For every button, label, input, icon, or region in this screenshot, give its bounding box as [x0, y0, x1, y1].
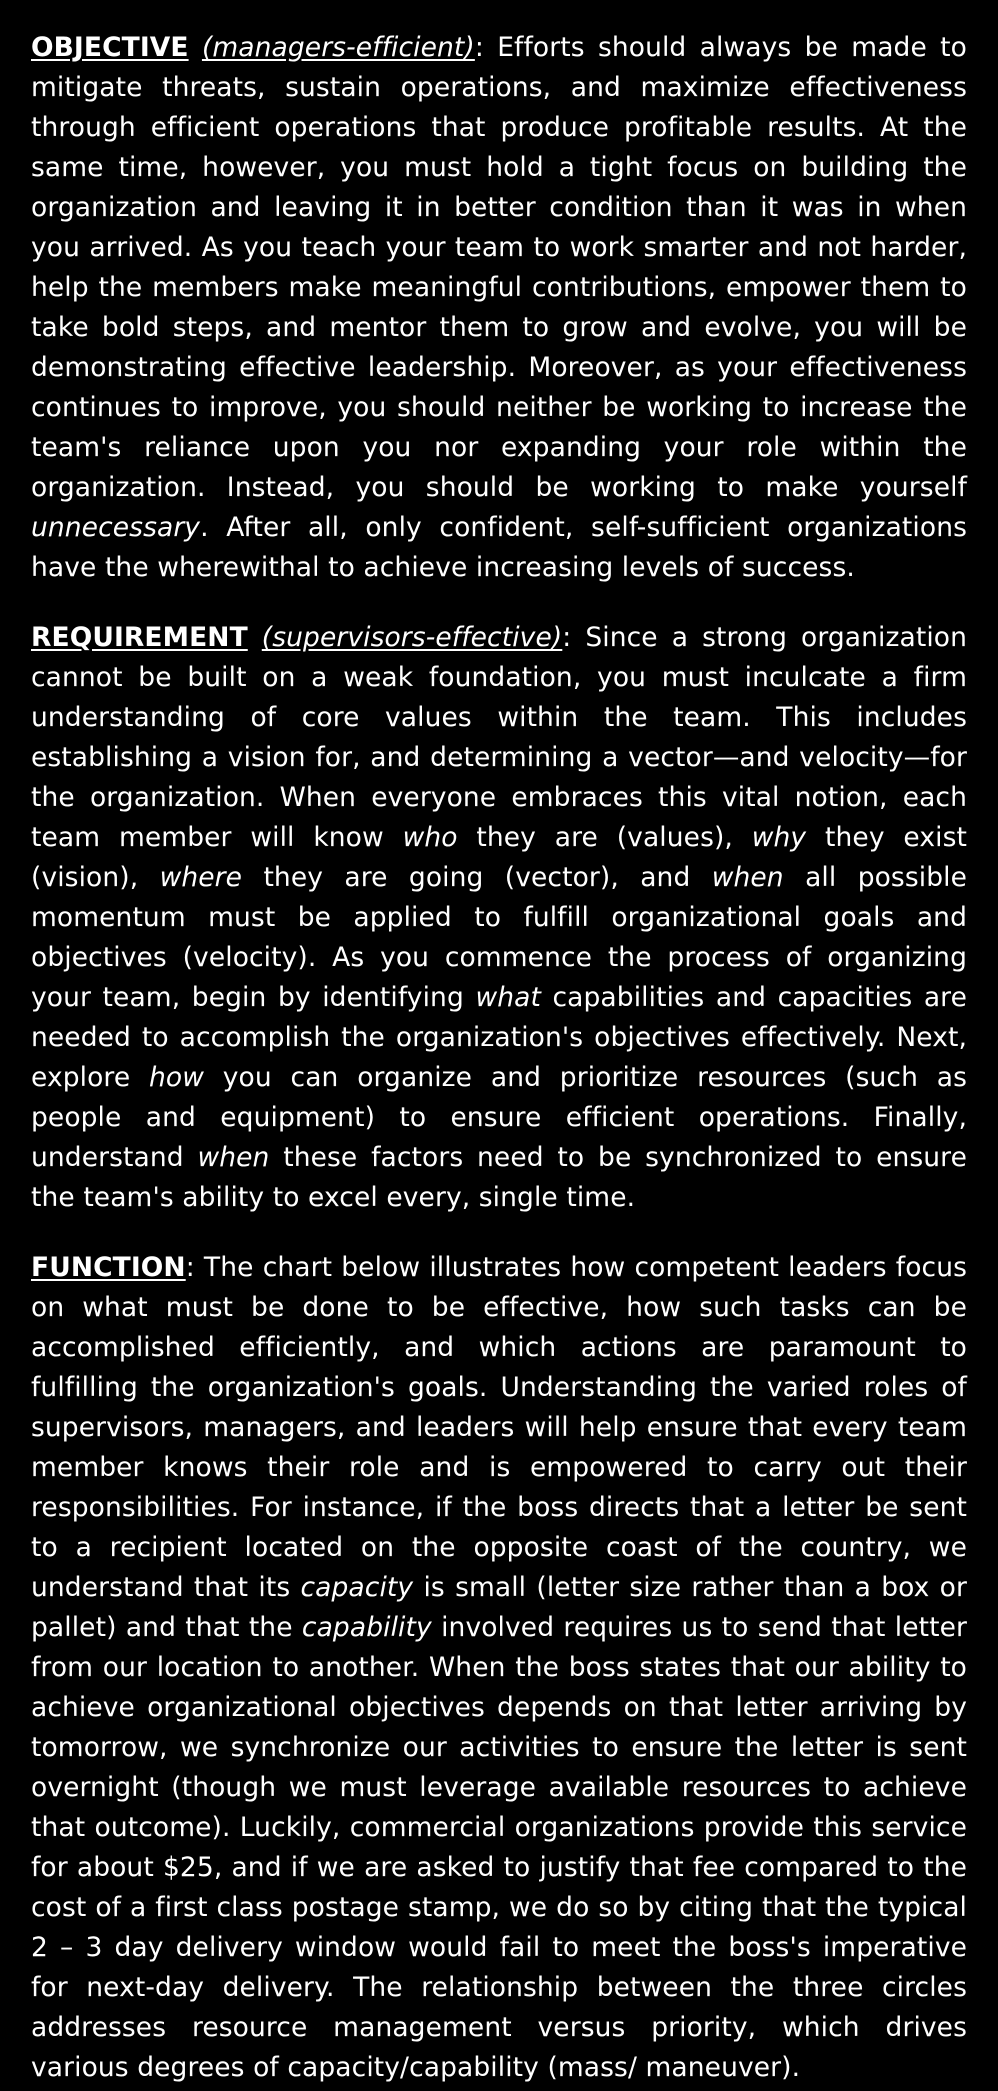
function-emphasis-capacity: capacity — [300, 1572, 414, 1603]
requirement-paragraph — [31, 618, 967, 1218]
requirement-emphasis-how: how — [149, 1062, 204, 1093]
requirement-text-7: you can organize and prioritize resources (such as people and equipment) to ensure efficient operations. Finally, understand — [31, 1062, 967, 1173]
function-text-3: involved requires us to send that letter from our location to another. When the boss states that our ability to achieve organizational objectives depends on that letter arriving by tomorrow, we synchronize our activities to ensure the letter is sent overnight (though we must leverage available resources to achieve that outcome). Luckily, commercial organizations provide this service for about $25, and if we are asked to justify that fee compared to the cost of a first class postage stamp, we do so by citing that the typical 2 – 3 day delivery window would fail to meet the boss's imperative for next-day delivery. The relationship between the three circles addresses resource management versus priority, which drives various degrees of capacity/capability (mass/ maneuver). — [31, 1612, 967, 2083]
requirement-text-4: they are going (vector), and — [242, 862, 712, 893]
objective-text-2: . After all, only confident, self-sufficient organizations have the wherewithal to achieve increasing levels of success. — [31, 512, 967, 583]
objective-heading: OBJECTIVE — [31, 32, 189, 63]
requirement-emphasis-when-2: when — [197, 1142, 270, 1173]
objective-separator: : — [474, 32, 484, 63]
requirement-text-2: they are (values), — [457, 822, 752, 853]
function-emphasis-capability: capability — [301, 1612, 432, 1643]
requirement-qualifier: (supervisors-effective) — [261, 622, 563, 653]
requirement-text-5: all possible momentum must be applied to fulfill organizational goals and objectives (velocity). As you commence the process of organizing your team, begin by identifying — [31, 862, 967, 1013]
requirement-text-3: they exist (vision), — [31, 822, 968, 893]
objective-emphasis-unnecessary: unnecessary — [31, 512, 201, 543]
requirement-emphasis-where: where — [159, 862, 243, 893]
requirement-text-8: these factors need to be synchronized to ensure the team's ability to excel every, single time. — [31, 1142, 967, 1213]
requirement-emphasis-why: why — [751, 822, 807, 853]
objective-text-1: Efforts should always be made to mitigate threats, sustain operations, and maximize effectiveness through efficient operations that produce profitable results. At the same time, however, you must hold a tight focus on building the organization and leaving it in better condition than it was in when you arrived. As you teach your team to work smarter and not harder, help the members make meaningful contributions, empower them to take bold steps, and mentor them to grow and evolve, you will be demonstrating effective leadership. Moreover, as your effectiveness continues to improve, you should neither be working to increase the team's reliance upon you nor expanding your role within the organization. Instead, you should be working to make yourself — [31, 32, 967, 503]
objective-qualifier: (managers-efficient) — [201, 32, 475, 63]
document-page — [31, 28, 967, 2088]
requirement-emphasis-when: when — [711, 862, 784, 893]
requirement-emphasis-what: what — [475, 982, 541, 1013]
requirement-text-6: capabilities and capacities are needed to accomplish the organization's objectives effectively. Next, explore — [31, 982, 967, 1093]
function-heading: FUNCTION — [31, 1252, 186, 1283]
requirement-text-1: Since a strong organization cannot be built on a weak foundation, you must inculcate a firm understanding of core values within the team. This includes establishing a vision for, and determining a vector—and velocity—for the organization. When everyone embraces this vital notion, each team member will know — [31, 622, 967, 853]
function-text-1: The chart below illustrates how competent leaders focus on what must be done to be effective, how such tasks can be accomplished efficiently, and which actions are paramount to fulfilling the organization's goals. Understanding the varied roles of supervisors, managers, and leaders will help ensure that every team member knows their role and is empowered to carry out their responsibilities. For instance, if the boss directs that a letter be sent to a recipient located on the opposite coast of the country, we understand that its — [31, 1252, 967, 1603]
requirement-emphasis-who: who — [402, 822, 458, 853]
objective-paragraph — [31, 28, 967, 588]
requirement-separator: : — [562, 622, 572, 653]
function-paragraph — [31, 1248, 967, 2088]
requirement-heading: REQUIREMENT — [31, 622, 248, 653]
function-separator: : — [185, 1252, 195, 1283]
function-text-2: is small (letter size rather than a box or pallet) and that the — [31, 1572, 967, 1643]
